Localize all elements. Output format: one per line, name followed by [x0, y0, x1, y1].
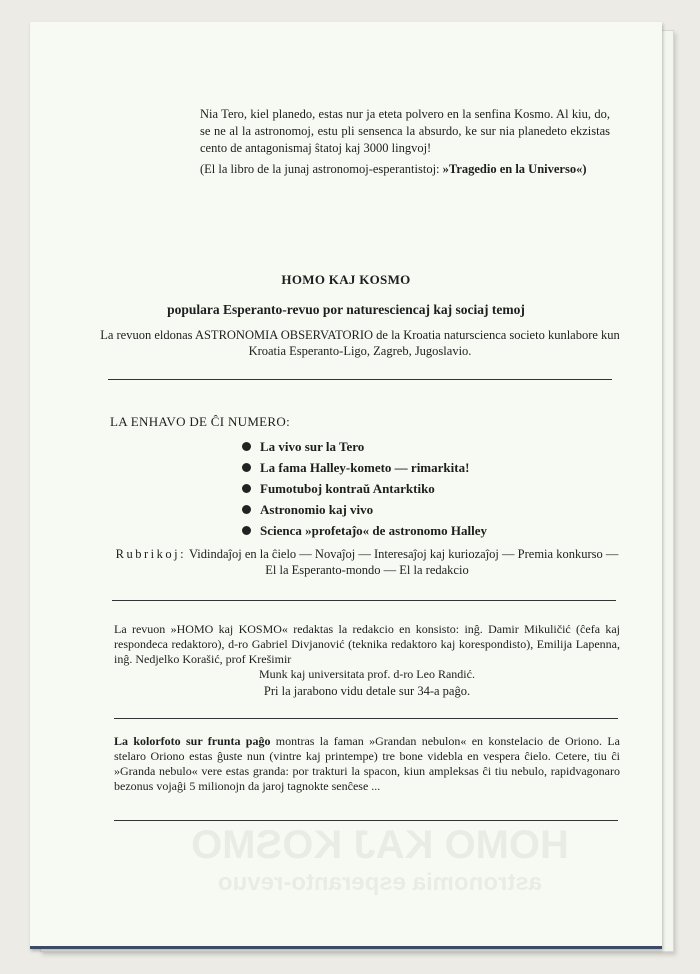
divider — [108, 379, 612, 380]
contents-list — [242, 436, 487, 541]
contents-heading: LA ENHAVO DE ĈI NUMERO: — [110, 414, 290, 429]
editorial-board: La revuon »HOMO kaj KOSMO« redaktas la redakcio en konsisto: inĝ. Damir Mikuličić (ĉefa kaj respondeca redaktoro), d-ro Gabriel Divjanović (teknika redaktoro kaj korespondisto), Emilija Lapenna, inĝ. Nedjelko Korašić, prof Krešimir Munk kaj universitata prof. d-ro Leo Randić. — [114, 622, 620, 681]
bullet-icon — [242, 442, 251, 451]
quote-source: (El la libro de la junaj astronomoj-esperantistoj: »Tragedio en la Universo«) — [200, 162, 587, 176]
rubrics-line: Rubrikoj: Vidindaĵoj en la ĉielo — Novaĵoj — Interesaĵoj kaj kuriozaĵoj — Premia konkurso — El la Esperanto-mondo — El la redakcio — [115, 547, 619, 577]
list-item: La vivo sur la Tero — [242, 436, 487, 457]
magazine-title: HOMO KAJ KOSMO — [281, 272, 411, 287]
divider — [114, 820, 618, 821]
subscription-note: Pri la jarabono vidu detale sur 34-a paĝo. — [263, 684, 471, 698]
cover-photo-caption: La kolorfoto sur frunta paĝo montras la faman »Grandan nebulon« en konstelacio de Oriono. La stelaro Oriono estas ĝuste nun (vintre kaj printempe) tre bone videbla en vespera ĉielo. Cetere, tiu ĉi »Granda nebulo« vere estas granda: por trakturi la spacon, kiun ampleksas ĉi tiu nebulo, rapidvagonaro bezonus vojaĝi 5 milionojn da jaroj tagnokte senĉese ... — [114, 734, 621, 793]
inside-cover-page — [30, 22, 662, 949]
bullet-icon — [242, 505, 251, 514]
divider — [114, 718, 618, 719]
list-item: La fama Halley-kometo — rimarkita! — [242, 457, 487, 478]
bullet-icon — [242, 526, 251, 535]
list-item: Scienca »profetaĵo« de astronomo Halley — [242, 520, 487, 541]
quote-text: Nia Tero, kiel planedo, estas nur ja eteta polvero en la senfina Kosmo. Al kiu, do, se ne al la astronomoj, estu pli sensenca la absurdo, ke sur nia planedeto ekzistas cento de antagonismaj ŝtatoj kaj 3000 lingvoj! — [200, 107, 610, 155]
show-through-print: HOMO KAJ KOSMO astronomia esperanto-revuo — [191, 823, 569, 896]
magazine-subtitle: populara Esperanto-revuo por naturesciencaj kaj sociaj temoj — [167, 302, 525, 317]
publisher-note: La revuon eldonas ASTRONOMIA OBSERVATORIO de la Kroatia naturscienca societo kunlabore kun Kroatia Esperanto-Ligo, Zagreb, Jugoslavio. — [100, 328, 620, 358]
epigraph-quote — [200, 106, 610, 178]
list-item: Astronomio kaj vivo — [242, 499, 487, 520]
bullet-icon — [242, 463, 251, 472]
bullet-icon — [242, 484, 251, 493]
divider — [112, 600, 616, 601]
list-item: Fumotuboj kontraŭ Antarktiko — [242, 478, 487, 499]
